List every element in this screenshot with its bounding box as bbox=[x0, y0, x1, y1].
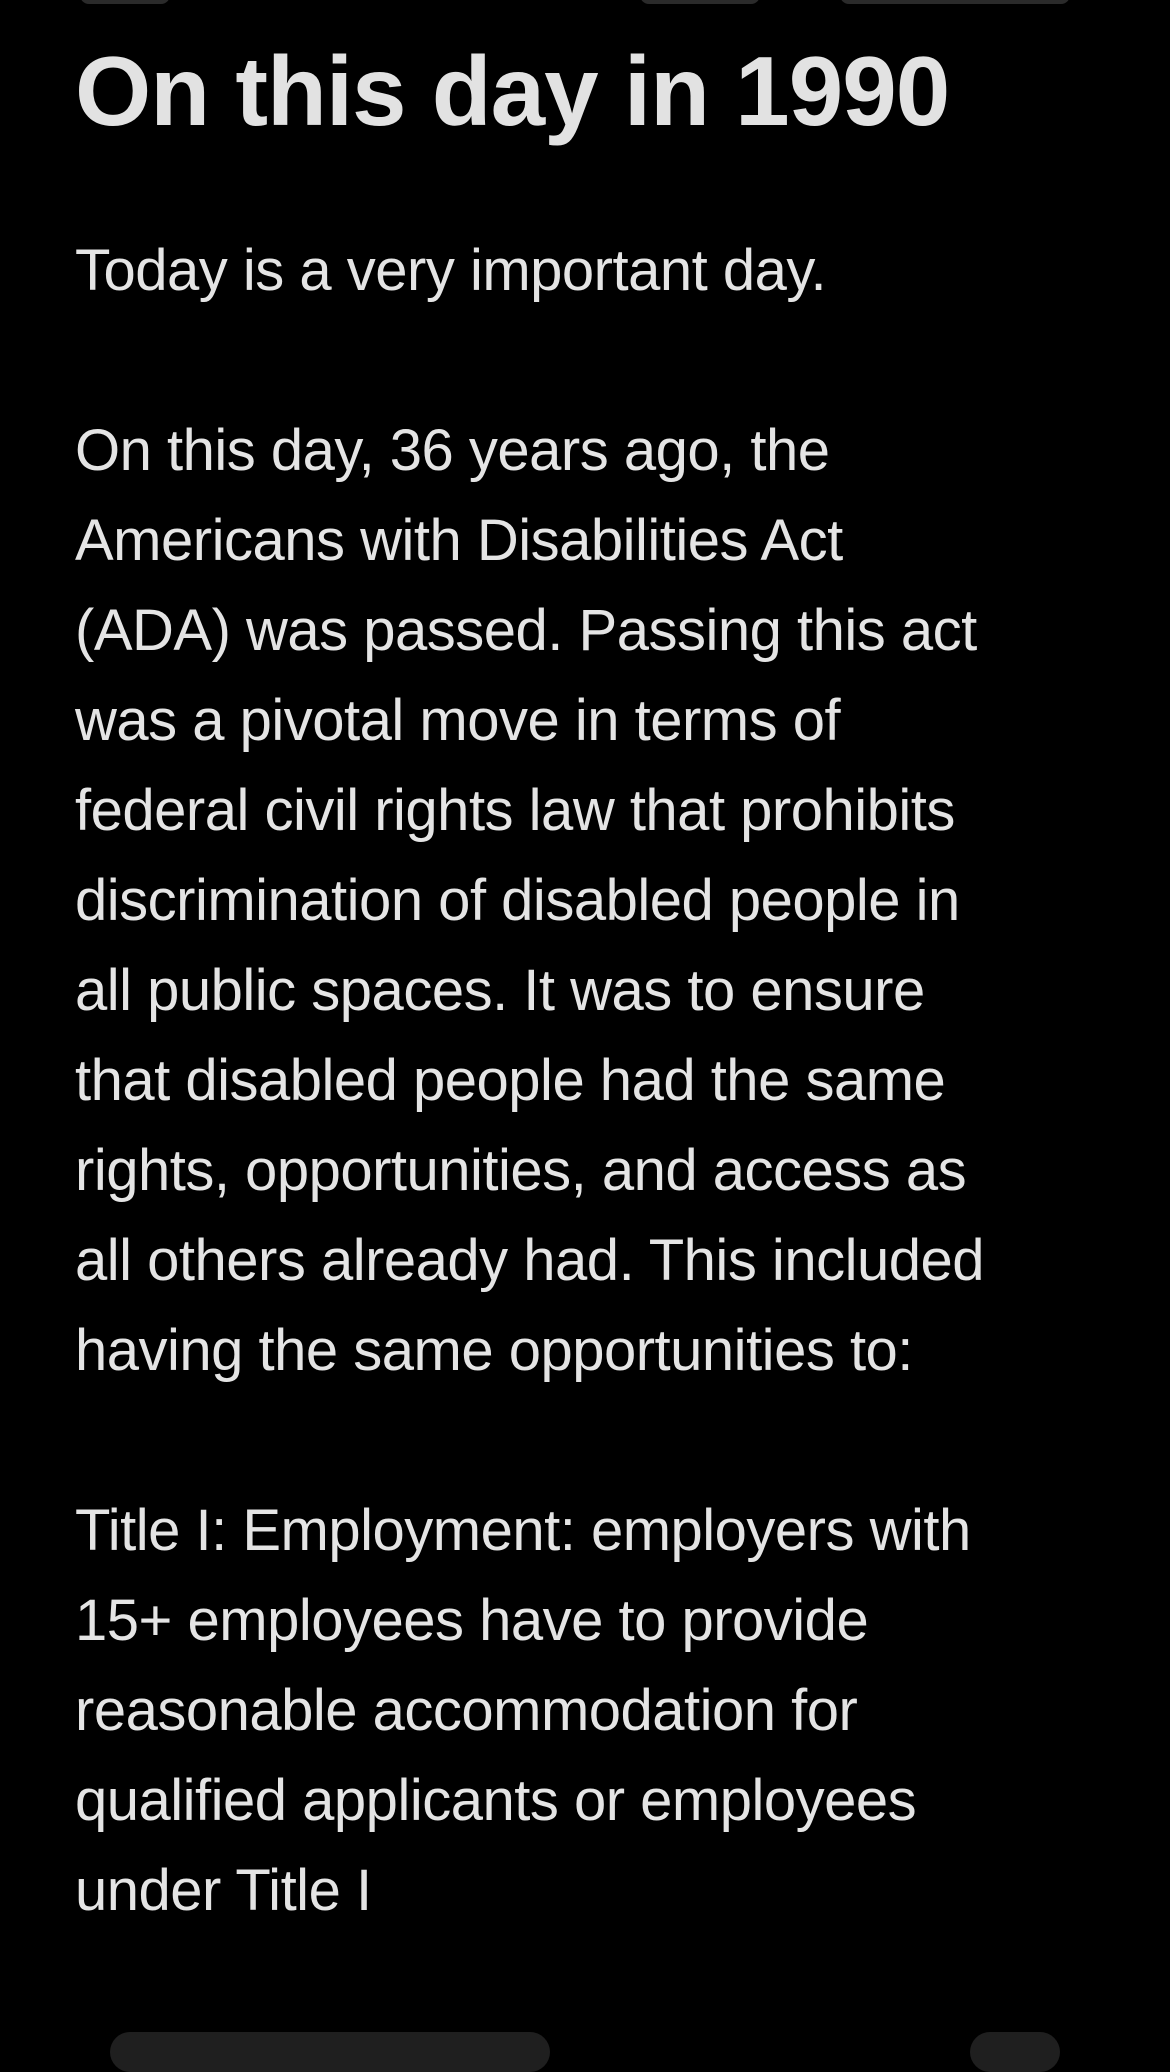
note-content[interactable] bbox=[75, 0, 1115, 1936]
note-body-paragraph: On this day, 36 years ago, the Americans with Disabilities Act (ADA) was passed. Passing this act was a pivotal move in terms of federal civil rights law that prohibits discrimination of disabled people in all public spaces. It was to ensure that disabled people had the same rights, opportunities, and access as all others already had. This included having the same opportunities to: bbox=[75, 418, 984, 1383]
note-intro-paragraph: Today is a very important day. bbox=[75, 238, 827, 303]
note-title: On this day in 1990 bbox=[75, 36, 950, 146]
bottom-toolbar-edge-left bbox=[110, 2032, 550, 2072]
note-title-one-paragraph: Title I: Employment: employers with 15+ employees have to provide reasonable accommodation for qualified applicants or employees under Title I bbox=[75, 1498, 971, 1923]
bottom-toolbar-edge-right bbox=[970, 2032, 1060, 2072]
